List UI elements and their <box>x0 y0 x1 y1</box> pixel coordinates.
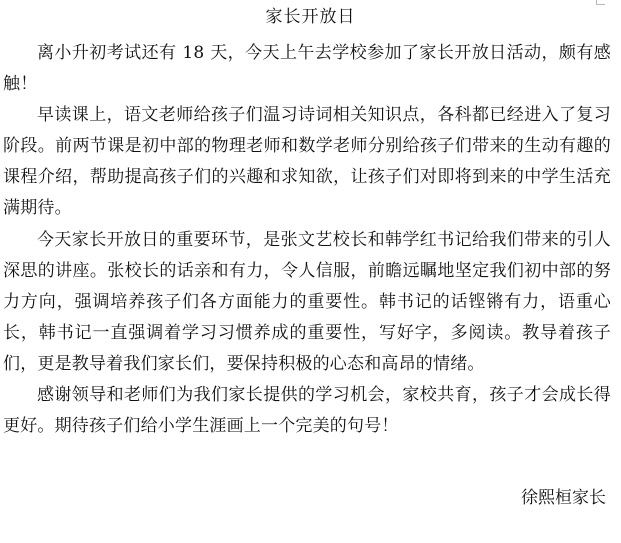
signature: 徐熙桓家长 <box>521 488 606 508</box>
paragraph-2: 早读课上，语文老师给孩子们温习诗词相关知识点，各科都已经进入了复习阶段。前两节课是初中部的物理老师和数学老师分别给孩子们带来的生动有趣的课程介绍，帮助提高孩子们的兴趣和求知欲，让孩子们对即将到来的中学生活充满期待。 <box>3 105 611 219</box>
document-body <box>3 38 611 442</box>
document-title: 家长开放日 <box>265 7 356 27</box>
page-corner-mark <box>596 0 605 5</box>
paragraph-3: 今天家长开放日的重要环节，是张文艺校长和韩学红书记给我们带来的引人深思的讲座。张校长的话亲和有力，令人信服，前瞻远瞩地坚定我们初中部的努力方向，强调培养孩子们各方面能力的重要性。韩书记的话铿锵有力，语重心长，韩书记一直强调着学习习惯养成的重要性，写好字，多阅读。教导着孩子们，更是教导着我们家长们，要保持积极的心态和高昂的情绪。 <box>3 229 611 374</box>
paragraph-4: 感谢领导和老师们为我们家长提供的学习机会，家校共育，孩子才会成长得更好。期待孩子们给小学生涯画上一个完美的句号！ <box>3 385 611 437</box>
paragraph-1: 离小升初考试还有 18 天，今天上午去学校参加了家长开放日活动，颇有感触！ <box>3 43 611 95</box>
